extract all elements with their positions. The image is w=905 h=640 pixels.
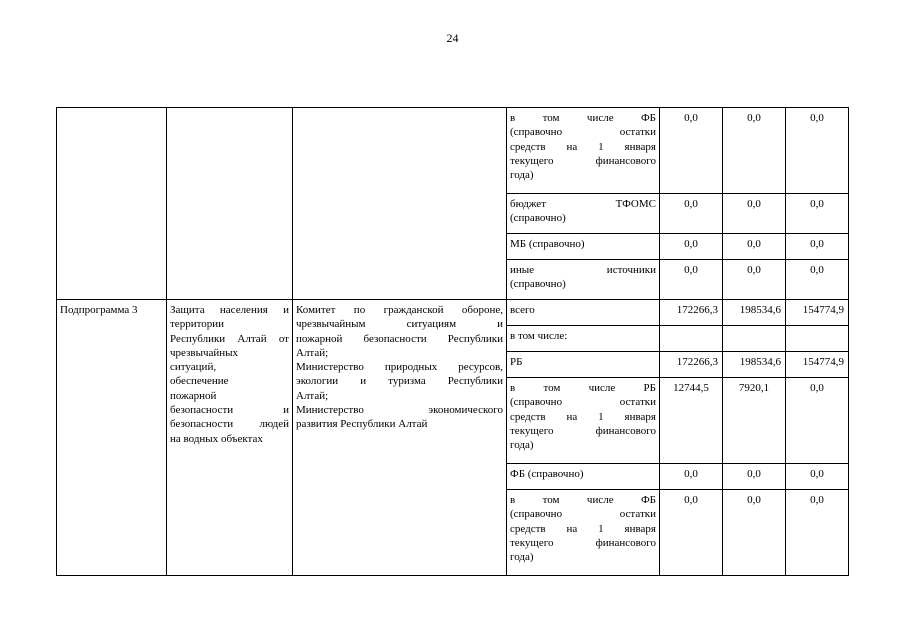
budget-table	[56, 107, 849, 576]
value-year-1: 0,0	[660, 108, 723, 194]
value-year-3: 0,0	[786, 490, 849, 576]
value-year-3: 154774,9	[786, 352, 849, 378]
executor-cell: Комитет по гражданской обороне, чрезвычайным ситуациям и пожарной безопасности Республики Алтай; Министерство природных ресурсов, экологии и туризма Республики Алтай; Министерство экономического развития Республики Алтай	[293, 300, 507, 576]
value-year-3: 0,0	[786, 378, 849, 464]
value-year-1: 12744,5	[660, 378, 723, 464]
value-year-2: 0,0	[723, 108, 786, 194]
source-label: в том числе:	[507, 326, 660, 352]
value-year-1: 172266,3	[660, 300, 723, 326]
source-label: в том числе РБ (справочно остатки средств на 1 января текущего финансового года)	[507, 378, 660, 464]
value-year-1: 0,0	[660, 490, 723, 576]
table-row	[57, 300, 849, 326]
value-year-2-empty	[723, 326, 786, 352]
value-year-2: 0,0	[723, 234, 786, 260]
value-year-3-empty	[786, 326, 849, 352]
value-year-3: 0,0	[786, 464, 849, 490]
value-year-1: 0,0	[660, 464, 723, 490]
value-year-3: 0,0	[786, 108, 849, 194]
value-year-2: 0,0	[723, 260, 786, 300]
value-year-1: 0,0	[660, 234, 723, 260]
source-label: бюджет ТФОМС (справочно)	[507, 194, 660, 234]
value-year-3: 0,0	[786, 234, 849, 260]
value-year-2: 198534,6	[723, 352, 786, 378]
value-year-2: 0,0	[723, 464, 786, 490]
value-year-3: 154774,9	[786, 300, 849, 326]
subprogram-cell-empty	[57, 108, 167, 300]
value-year-2: 0,0	[723, 490, 786, 576]
subprogram-name: Защита населения и территории Республики Алтай от чрезвычайных ситуаций, обеспечение пожарной безопасности и безопасности людей на водных объектах	[167, 300, 293, 576]
page-number: 24	[446, 31, 459, 45]
name-cell-empty	[167, 108, 293, 300]
source-label: всего	[507, 300, 660, 326]
source-label: МБ (справочно)	[507, 234, 660, 260]
value-year-1-empty	[660, 326, 723, 352]
source-label: в том числе ФБ (справочно остатки средств на 1 января текущего финансового года)	[507, 108, 660, 194]
source-label: РБ	[507, 352, 660, 378]
subprogram-cell: Подпрограмма 3	[57, 300, 167, 576]
value-year-1: 0,0	[660, 194, 723, 234]
value-year-2: 198534,6	[723, 300, 786, 326]
value-year-2: 7920,1	[723, 378, 786, 464]
source-label: ФБ (справочно)	[507, 464, 660, 490]
table-row	[57, 108, 849, 194]
source-label: в том числе ФБ (справочно остатки средств на 1 января текущего финансового года)	[507, 490, 660, 576]
source-label: иные источники (справочно)	[507, 260, 660, 300]
executor-cell-empty	[293, 108, 507, 300]
value-year-1: 0,0	[660, 260, 723, 300]
value-year-3: 0,0	[786, 194, 849, 234]
value-year-2: 0,0	[723, 194, 786, 234]
value-year-3: 0,0	[786, 260, 849, 300]
value-year-1: 172266,3	[660, 352, 723, 378]
